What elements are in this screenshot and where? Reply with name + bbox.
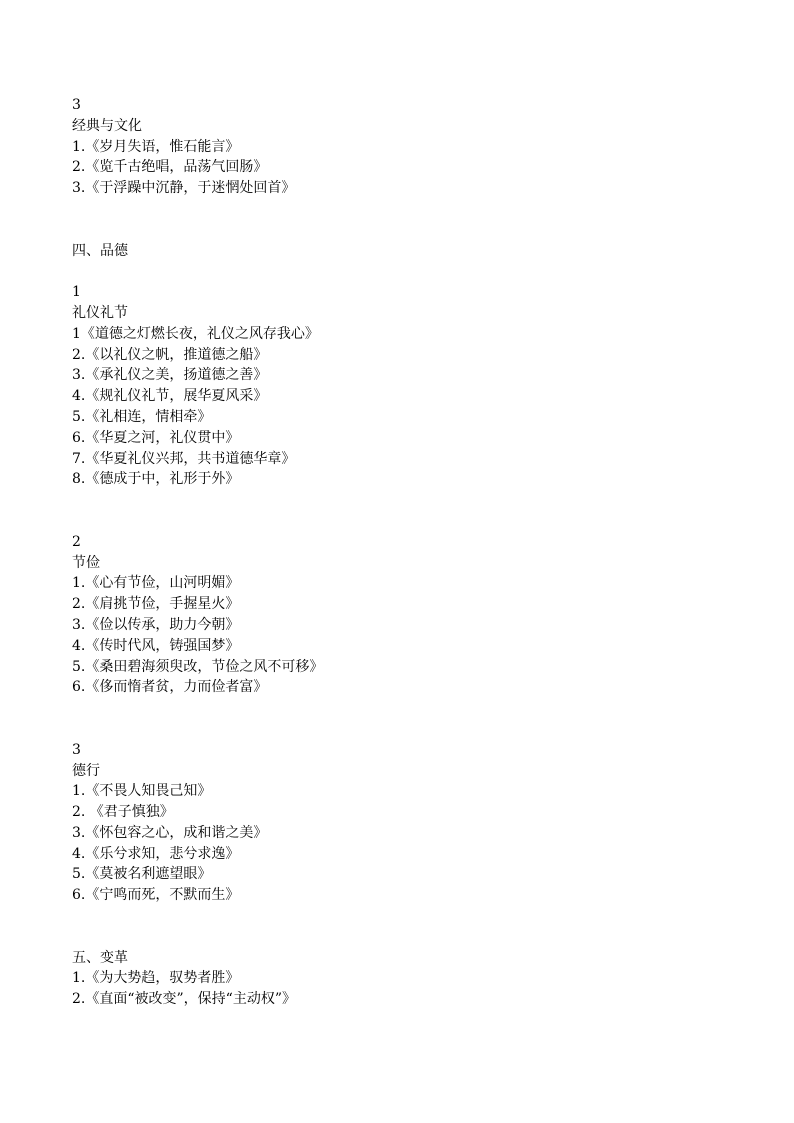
list-item: 3.《俭以传承，助力今朝》 [72,616,240,633]
list-item: 2. 《君子慎独》 [72,804,174,821]
list-item: 2.《直面“被改变”，保持“主动权”》 [72,991,296,1008]
list-item: 5.《礼相连，情相牵》 [72,408,212,425]
list-item: 2.《肩挑节俭，手握星火》 [72,596,240,613]
spacer [72,199,752,241]
spacer [72,906,752,948]
group-number: 2 [72,533,81,550]
list-item: 6.《宁鸣而死，不默而生》 [72,887,240,904]
list-item: 6.《侈而惰者贫，力而俭者富》 [72,679,268,696]
list-item: 1.《心有节俭，山河明媚》 [72,575,240,592]
list-item: 3.《承礼仪之美，扬道德之善》 [72,367,268,384]
group-title: 德行 [72,762,100,779]
group-number: 3 [72,97,81,113]
list-item: 1.《为大势趋，驭势者胜》 [72,970,240,987]
list-item: 2.《览千古绝唱，品荡气回肠》 [72,159,268,176]
list-item: 1.《岁月失语，惟石能言》 [72,138,240,155]
section-heading: 四、品德 [72,242,128,259]
list-item: 4.《传时代风，铸强国梦》 [72,637,240,654]
list-item: 1.《不畏人知畏己知》 [72,783,212,800]
list-item: 3.《于浮躁中沉静，于迷惘处回首》 [72,180,296,197]
list-item: 4.《规礼仪礼节，展华夏风采》 [72,388,268,405]
list-item: 8.《德成于中，礼形于外》 [72,471,240,488]
group-title: 经典与文化 [72,117,142,134]
list-item: 3.《怀包容之心，成和谐之美》 [72,824,268,841]
spacer [72,698,752,740]
list-item: 5.《桑田碧海须臾改，节俭之风不可移》 [72,658,324,675]
list-item: 5.《莫被名利遮望眼》 [72,866,212,883]
list-item: 1《道德之灯燃长夜，礼仪之风存我心》 [72,325,319,342]
document-page [72,95,752,1010]
list-item: 2.《以礼仪之帆，推道德之船》 [72,346,268,363]
spacer [72,261,752,282]
group-number: 3 [72,741,81,758]
list-item: 6.《华夏之河，礼仪贯中》 [72,429,240,446]
list-item: 4.《乐兮求知，悲兮求逸》 [72,845,240,862]
section-heading: 五、变革 [72,949,128,966]
group-title: 节俭 [72,554,100,571]
group-number: 1 [72,284,81,301]
spacer [72,490,752,532]
list-item: 7.《华夏礼仪兴邦，共书道德华章》 [72,450,296,467]
group-title: 礼仪礼节 [72,304,128,321]
